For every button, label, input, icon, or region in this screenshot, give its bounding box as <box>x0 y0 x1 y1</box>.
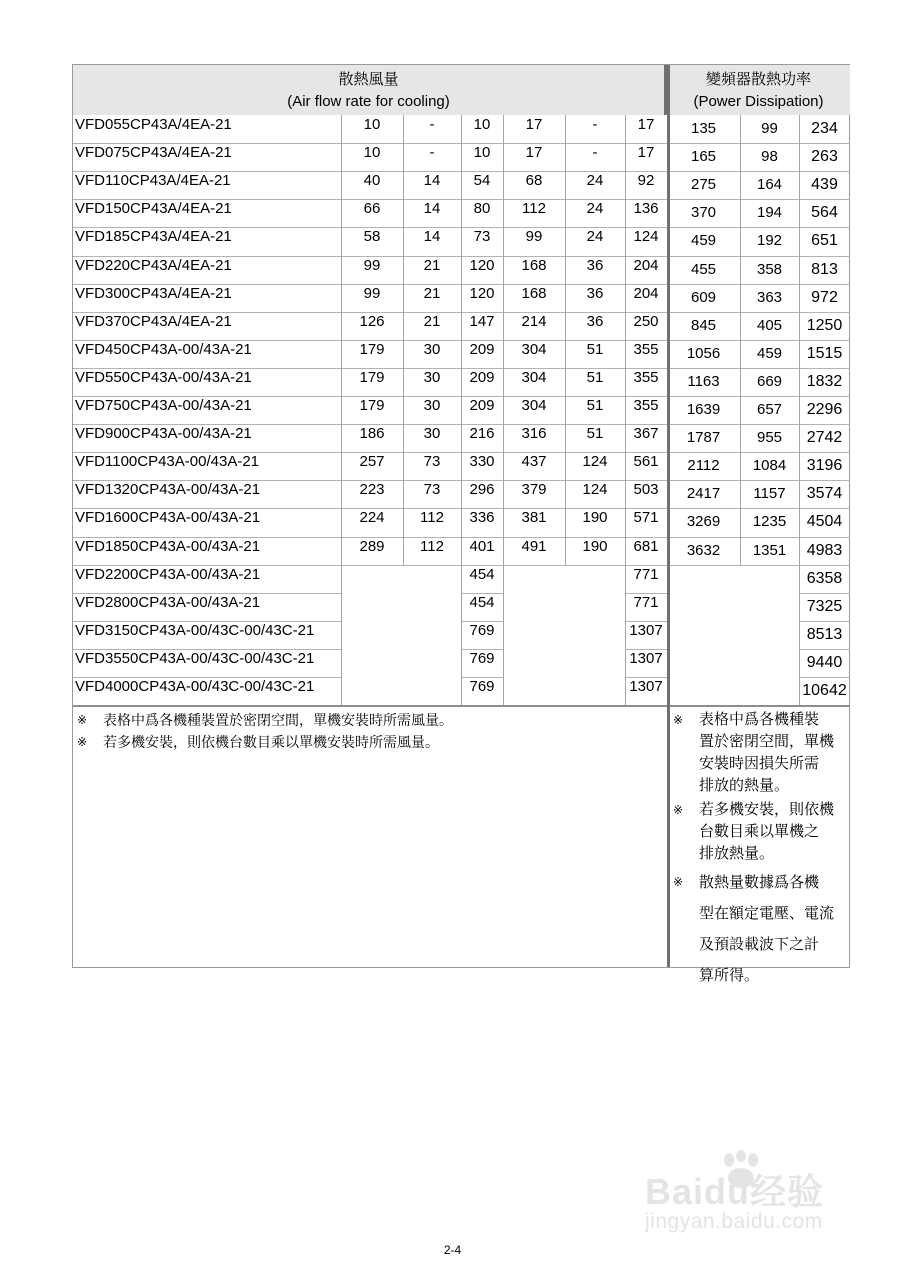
airflow-cell-c: 80 <box>473 200 491 218</box>
airflow-cell-d: 491 <box>521 537 547 555</box>
airflow-cell-f: 136 <box>633 200 659 218</box>
model-cell: VFD1100CP43A-00/43A-21 <box>75 453 259 471</box>
airflow-cell-c: 54 <box>473 172 491 190</box>
airflow-cell-f: 561 <box>633 453 659 471</box>
airflow-cell-f: 124 <box>633 228 659 246</box>
power-cell-p1: 845 <box>690 316 717 334</box>
airflow-cell-b: 30 <box>423 397 441 414</box>
airflow-cell-b: 30 <box>423 368 441 386</box>
airflow-cell-c: 216 <box>469 425 495 443</box>
airflow-cell-c: 209 <box>469 368 495 386</box>
row-divider <box>799 593 850 594</box>
airflow-cell-b: 14 <box>423 228 441 246</box>
airflow-cell-f: 355 <box>633 368 659 386</box>
airflow-cell-c: 330 <box>469 453 495 471</box>
airflow-cell-a: 289 <box>359 537 385 555</box>
airflow-cell-f: 92 <box>637 172 655 190</box>
airflow-cell-b: 14 <box>423 172 441 190</box>
airflow-cell-e: 51 <box>586 340 604 358</box>
airflow-cell-f: 681 <box>633 537 659 555</box>
power-cell-p3: 8513 <box>806 625 843 643</box>
airflow-cell-d: 316 <box>521 425 547 443</box>
airflow-cell-a: 179 <box>359 368 385 386</box>
airflow-cell-f: 503 <box>633 481 659 499</box>
power-cell-p1: 3269 <box>686 513 721 531</box>
airflow-cell-f: 571 <box>633 509 659 527</box>
note-line: 及預設載波下之計 <box>699 936 820 953</box>
power-cell-p1: 135 <box>690 120 717 137</box>
model-cell: VFD550CP43A-00/43A-21 <box>75 368 252 386</box>
airflow-cell-e: 24 <box>586 228 604 246</box>
note-line: 散熱量數據爲各機 <box>699 874 820 891</box>
note-line: 算所得。 <box>699 967 760 984</box>
power-cell-p2: 1351 <box>752 541 787 559</box>
model-cell: VFD450CP43A-00/43A-21 <box>75 340 252 358</box>
airflow-cell-a: 223 <box>359 481 385 499</box>
row-divider <box>799 621 850 622</box>
power-cell-p1: 455 <box>690 260 717 278</box>
airflow-cell-f: 204 <box>633 256 659 274</box>
power-cell-p1: 609 <box>690 288 717 306</box>
power-cell-p2: 192 <box>756 232 783 250</box>
airflow-cell-e: 36 <box>586 312 604 330</box>
airflow-cell-e: 24 <box>586 172 604 190</box>
power-title-en: (Power Dissipation) <box>693 93 824 110</box>
model-cell: VFD4000CP43A-00/43C-00/43C-21 <box>75 678 315 695</box>
airflow-cell-d: 304 <box>521 368 547 386</box>
note-left-1 <box>77 709 657 731</box>
airflow-cell-c: 147 <box>469 312 495 330</box>
model-cell: VFD220CP43A/4EA-21 <box>75 256 232 274</box>
model-cell: VFD3550CP43A-00/43C-00/43C-21 <box>75 649 315 667</box>
airflow-cell-b: - <box>429 144 435 162</box>
model-cell: VFD750CP43A-00/43A-21 <box>75 397 252 414</box>
power-cell-p3: 2742 <box>806 429 843 447</box>
airflow-cell-e: - <box>592 116 598 133</box>
airflow-cell-b: 73 <box>423 453 441 471</box>
airflow-cell-f: 771 <box>633 565 659 583</box>
airflow-cell-f: 17 <box>637 144 655 162</box>
power-cell-p2: 459 <box>756 344 783 362</box>
airflow-cell-b: 112 <box>420 537 444 555</box>
airflow-cell-d: 17 <box>525 116 543 133</box>
model-cell: VFD185CP43A/4EA-21 <box>75 228 232 246</box>
airflow-cell-e: 36 <box>586 284 604 302</box>
airflow-cell-a: 99 <box>363 256 381 274</box>
notes-left <box>77 709 657 753</box>
airflow-cell-c: 401 <box>469 537 495 555</box>
airflow-cell-d: 112 <box>522 200 546 218</box>
note-right-1 <box>673 709 851 797</box>
power-cell-p3: 9440 <box>806 653 843 671</box>
airflow-cell-c: 769 <box>469 678 495 695</box>
airflow-cell-d: 168 <box>521 284 547 302</box>
power-cell-p1: 1056 <box>686 344 721 362</box>
power-cell-p2: 164 <box>756 176 783 194</box>
power-cell-p3: 813 <box>811 260 838 278</box>
power-cell-p2: 1084 <box>752 457 787 475</box>
notes-right <box>673 709 851 991</box>
power-cell-p1: 2417 <box>686 485 721 503</box>
power-cell-p1: 165 <box>690 148 717 166</box>
power-cell-p2: 405 <box>756 316 783 334</box>
airflow-cell-f: 1307 <box>629 678 663 695</box>
power-cell-p1: 2112 <box>687 457 720 475</box>
note-line: 若多機安裝，則依機 <box>699 801 835 818</box>
airflow-cell-e: 51 <box>586 397 604 414</box>
model-cell: VFD1850CP43A-00/43A-21 <box>75 537 261 555</box>
model-cell: VFD3150CP43A-00/43C-00/43C-21 <box>75 621 315 639</box>
spec-table <box>72 64 850 984</box>
airflow-cell-f: 250 <box>633 312 659 330</box>
note-mark: ※ <box>673 713 684 727</box>
power-cell-p3: 3574 <box>806 485 843 503</box>
airflow-cell-a: 126 <box>359 312 385 330</box>
power-cell-p3: 972 <box>811 288 838 306</box>
airflow-cell-d: 304 <box>521 340 547 358</box>
airflow-cell-b: - <box>429 116 435 133</box>
note-mark: ※ <box>77 735 88 749</box>
power-cell-p3: 263 <box>811 148 838 166</box>
airflow-cell-a: 58 <box>363 228 381 246</box>
model-cell: VFD300CP43A/4EA-21 <box>75 284 232 302</box>
note-line: 台數目乘以單機之 <box>699 823 820 840</box>
airflow-cell-a: 224 <box>359 509 385 527</box>
note-line: 表格中爲各機種裝 <box>699 711 820 728</box>
row-divider <box>799 649 850 650</box>
power-cell-p2: 99 <box>761 120 778 137</box>
airflow-cell-a: 186 <box>359 425 385 443</box>
note-right-2 <box>673 799 851 865</box>
airflow-cell-d: 99 <box>525 228 543 246</box>
model-cell: VFD055CP43A/4EA-21 <box>75 116 232 133</box>
power-cell-p3: 10642 <box>802 682 847 699</box>
model-cell: VFD075CP43A/4EA-21 <box>75 144 232 162</box>
note-line: 型在額定電壓、電流 <box>699 905 835 922</box>
airflow-cell-c: 209 <box>469 340 495 358</box>
power-cell-p3: 4504 <box>806 513 843 531</box>
airflow-title-en: (Air flow rate for cooling) <box>287 93 450 110</box>
airflow-cell-b: 21 <box>423 284 441 302</box>
page-number: 2-4 <box>443 1243 462 1257</box>
note-line: 置於密閉空間，單機 <box>699 733 835 750</box>
airflow-cell-f: 355 <box>633 397 659 414</box>
airflow-cell-b: 30 <box>423 340 441 358</box>
airflow-cell-c: 769 <box>469 621 495 639</box>
airflow-cell-b: 73 <box>423 481 441 499</box>
power-cell-p2: 657 <box>756 401 783 418</box>
airflow-cell-e: 190 <box>582 509 608 527</box>
airflow-cell-e: 124 <box>582 453 608 471</box>
power-cell-p3: 1832 <box>806 372 843 390</box>
power-cell-p3: 2296 <box>806 401 843 418</box>
airflow-cell-c: 120 <box>469 284 495 302</box>
airflow-cell-d: 214 <box>521 312 547 330</box>
power-cell-p3: 7325 <box>806 597 843 615</box>
airflow-cell-b: 14 <box>423 200 441 218</box>
airflow-cell-d: 379 <box>521 481 547 499</box>
model-cell: VFD900CP43A-00/43A-21 <box>75 425 252 443</box>
airflow-cell-a: 40 <box>363 172 381 190</box>
airflow-cell-e: 124 <box>582 481 608 499</box>
airflow-cell-b: 112 <box>420 509 444 527</box>
power-cell-p3: 439 <box>811 176 838 194</box>
airflow-cell-d: 17 <box>525 144 543 162</box>
airflow-cell-c: 454 <box>469 593 495 611</box>
model-cell: VFD2200CP43A-00/43A-21 <box>75 565 261 583</box>
model-cell: VFD370CP43A/4EA-21 <box>75 312 232 330</box>
power-cell-p1: 459 <box>690 232 717 250</box>
watermark-brand: Baidu经验 <box>645 1171 825 1212</box>
power-cell-p3: 3196 <box>806 457 843 475</box>
power-cell-p3: 234 <box>811 120 838 137</box>
note-line: 排放的熱量。 <box>699 777 790 794</box>
note-line: 排放熱量。 <box>699 845 775 862</box>
power-cell-p2: 1157 <box>753 485 786 503</box>
airflow-cell-f: 17 <box>637 116 655 133</box>
power-cell-p1: 1787 <box>686 429 721 447</box>
airflow-header <box>73 65 667 115</box>
power-cell-p2: 358 <box>756 260 783 278</box>
airflow-cell-e: 24 <box>586 200 604 218</box>
airflow-cell-c: 209 <box>469 397 495 414</box>
airflow-cell-e: 51 <box>586 368 604 386</box>
power-cell-p1: 3632 <box>686 541 721 559</box>
note-text: 表格中爲各機種裝置於密閉空間，單機安裝時所需風量。 <box>103 712 453 728</box>
model-cell: VFD2800CP43A-00/43A-21 <box>75 593 261 611</box>
airflow-cell-b: 30 <box>423 425 441 443</box>
airflow-title-zh: 散熱風量 <box>338 71 399 88</box>
airflow-cell-c: 10 <box>473 116 491 133</box>
model-cell: VFD150CP43A/4EA-21 <box>75 200 232 218</box>
airflow-cell-d: 68 <box>525 172 543 190</box>
airflow-cell-c: 10 <box>473 144 491 162</box>
power-cell-p1: 1163 <box>687 372 720 390</box>
airflow-cell-a: 257 <box>359 453 385 471</box>
power-cell-p1: 275 <box>690 176 717 194</box>
note-mark: ※ <box>77 713 88 727</box>
power-cell-p1: 1639 <box>686 401 721 418</box>
airflow-cell-b: 21 <box>423 312 441 330</box>
power-cell-p2: 1235 <box>752 513 787 531</box>
power-cell-p2: 669 <box>756 372 783 390</box>
power-title-zh: 變頻器散熱功率 <box>705 71 811 88</box>
airflow-cell-d: 304 <box>521 397 547 414</box>
watermark-url: jingyan.baidu.com <box>645 1210 823 1233</box>
power-cell-p3: 651 <box>811 232 838 250</box>
power-cell-p3: 6358 <box>806 569 843 587</box>
airflow-cell-c: 769 <box>469 649 495 667</box>
airflow-cell-c: 296 <box>469 481 495 499</box>
row-divider <box>799 677 850 678</box>
airflow-cell-a: 10 <box>363 144 381 162</box>
power-cell-p3: 564 <box>811 204 838 222</box>
note-right-3 <box>673 867 851 991</box>
model-cell: VFD110CP43A/4EA-21 <box>75 172 231 190</box>
model-cell: VFD1600CP43A-00/43A-21 <box>75 509 261 527</box>
power-cell-p2: 955 <box>756 429 783 447</box>
note-mark: ※ <box>673 875 684 889</box>
airflow-cell-f: 367 <box>633 425 659 443</box>
airflow-cell-d: 168 <box>521 256 547 274</box>
airflow-cell-e: 51 <box>586 425 604 443</box>
airflow-cell-a: 99 <box>363 284 381 302</box>
model-cell: VFD1320CP43A-00/43A-21 <box>75 481 261 499</box>
airflow-cell-f: 204 <box>633 284 659 302</box>
power-cell-p2: 363 <box>756 288 783 306</box>
note-mark: ※ <box>673 803 684 817</box>
power-cell-p3: 1250 <box>806 316 843 334</box>
airflow-cell-c: 73 <box>473 228 491 246</box>
note-line: 安裝時因損失所需 <box>699 755 820 772</box>
airflow-cell-c: 336 <box>469 509 495 527</box>
airflow-cell-f: 1307 <box>629 621 663 639</box>
airflow-cell-e: - <box>592 144 598 162</box>
power-cell-p1: 370 <box>690 204 717 222</box>
airflow-cell-f: 771 <box>633 593 659 611</box>
airflow-cell-a: 179 <box>359 397 385 414</box>
note-text: 若多機安裝，則依機台數目乘以單機安裝時所需風量。 <box>103 734 439 750</box>
airflow-cell-d: 437 <box>521 453 547 471</box>
airflow-cell-a: 10 <box>363 116 381 133</box>
table-bottom-border <box>73 705 850 707</box>
airflow-cell-c: 454 <box>469 565 495 583</box>
power-cell-p3: 4983 <box>806 541 843 559</box>
power-cell-p3: 1515 <box>806 344 843 362</box>
airflow-cell-a: 66 <box>363 200 381 218</box>
airflow-cell-f: 1307 <box>629 649 663 667</box>
note-left-2 <box>77 731 657 753</box>
power-cell-p2: 194 <box>756 204 783 222</box>
airflow-cell-d: 381 <box>521 509 547 527</box>
airflow-cell-c: 120 <box>469 256 495 274</box>
airflow-cell-b: 21 <box>423 256 441 274</box>
airflow-cell-e: 36 <box>586 256 604 274</box>
airflow-cell-f: 355 <box>633 340 659 358</box>
airflow-cell-e: 190 <box>582 537 608 555</box>
airflow-cell-a: 179 <box>359 340 385 358</box>
power-cell-p2: 98 <box>761 148 778 166</box>
power-header <box>667 65 850 115</box>
baidu-watermark <box>645 1150 860 1245</box>
